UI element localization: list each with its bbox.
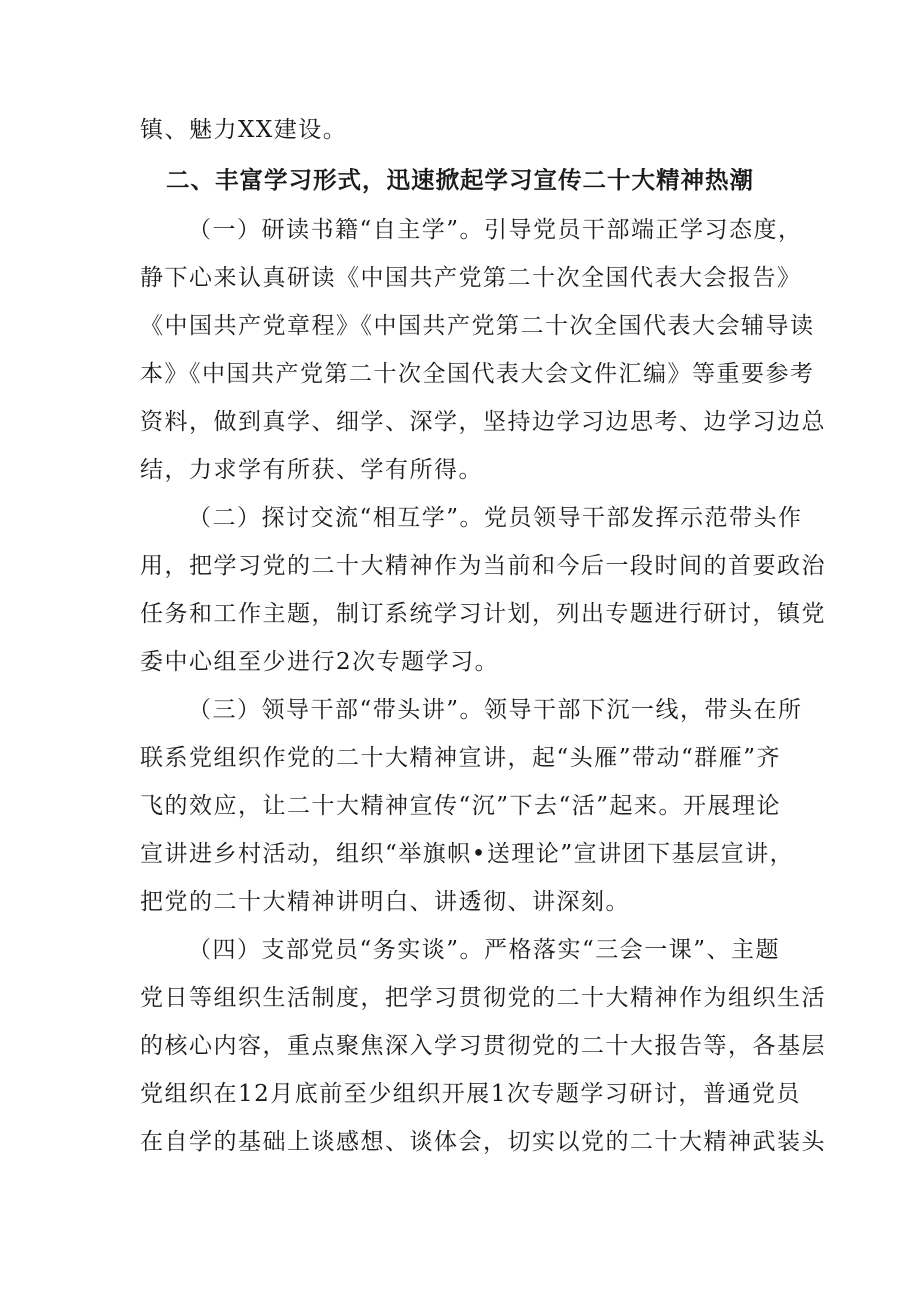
text-line: 的核心内容，重点聚焦深入学习贯彻党的二十大报告等，各基层 [140,1033,826,1059]
text-line: 联系党组织作党的二十大精神宣讲，起“头雁”带动“群雁”齐 [140,745,782,771]
text-line: 飞的效应，让二十大精神宣传“沉”下去“活”起来。开展理论 [140,793,782,819]
text-line: 把党的二十大精神讲明白、讲透彻、讲深刻。 [140,889,630,915]
section-heading: 二、丰富学习形式，迅速掀起学习宣传二十大精神热潮 [166,166,754,194]
text-line: （三）领导干部“带头讲”。领导干部下沉一线，带头在所 [188,697,803,723]
text-line: 《中国共产党章程》《中国共产党第二十次全国代表大会辅导读 [140,313,815,339]
text-line: （一）研读书籍“自主学”。引导党员干部端正学习态度， [188,217,803,243]
text-line: 镇、魅力XX建设。 [140,117,348,143]
text-line: 静下心来认真研读《中国共产党第二十次全国代表大会报告》 [140,265,802,291]
text-line: 党组织在12月底前至少组织开展1次专题学习研讨，普通党员 [140,1081,801,1107]
text-line: 用，把学习党的二十大精神作为当前和今后一段时间的首要政治 [140,553,826,579]
paragraph-1 [140,206,826,494]
text-line: 任务和工作主题，制订系统学习计划，列出专题进行研讨，镇党 [140,601,826,627]
text-line: 资料，做到真学、细学、深学，坚持边学习边思考、边学习边总 [140,409,826,435]
text-line: 结，力求学有所获、学有所得。 [140,457,483,483]
text-line: 委中心组至少进行2次专题学习。 [140,649,500,675]
text-line: （二）探讨交流“相互学”。党员领导干部发挥示范带头作 [188,505,803,531]
text-line: 本》《中国共产党第二十次全国代表大会文件汇编》等重要参考 [140,361,815,387]
continuation-text [140,106,780,154]
text-line: 党日等组织生活制度，把学习贯彻党的二十大精神作为组织生活 [140,985,826,1011]
text-line: （四）支部党员“务实谈”。严格落实“三会一课”、主题 [188,937,781,963]
paragraph-4 [140,926,826,1166]
text-line: 在自学的基础上谈感想、谈体会，切实以党的二十大精神武装头 [140,1129,826,1155]
paragraph-2 [140,494,826,686]
paragraph-3 [140,686,803,926]
text-line: 宣讲进乡村活动，组织“举旗帜•送理论”宣讲团下基层宣讲， [140,841,795,867]
